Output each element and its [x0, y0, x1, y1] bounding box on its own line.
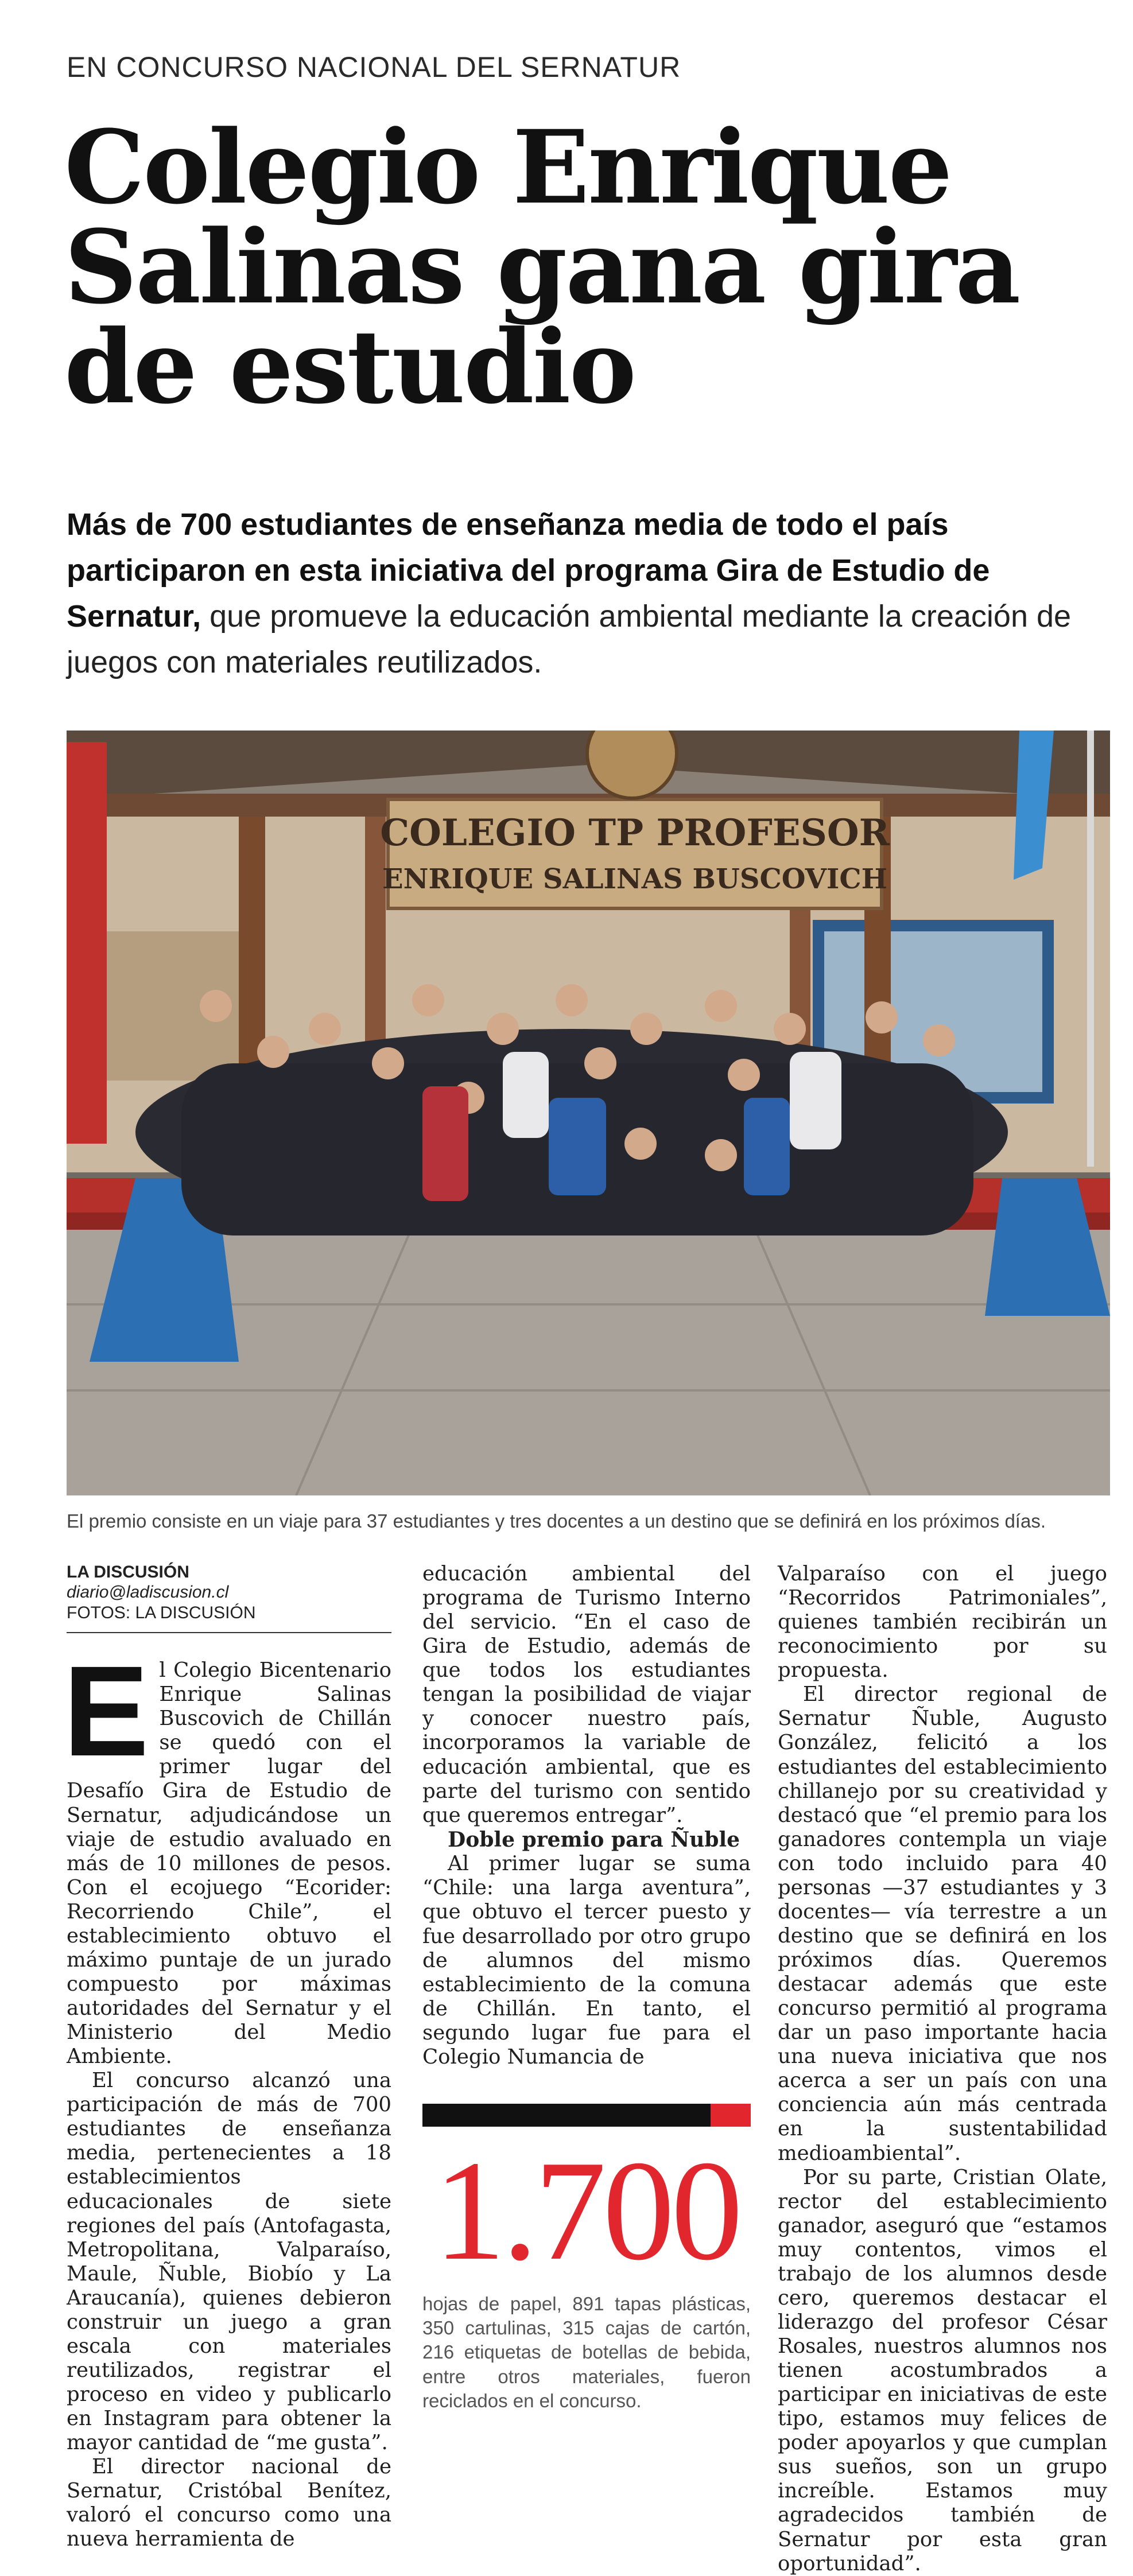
body-paragraph: Por su parte, Cristian Olate, rector del establecimiento ganador, aseguró que “estamos muy contentos, vimos el trabajo de los alumnos desde cero, queremos destacar el liderazgo del profesor César Rosales, nuestros alumnos nos tienen acostumbrados a participar en iniciativas de este tipo, estamos muy felices de poder apoyarlos y que cumplan sus sueños, son un grupo increíble. Estamos muy agradecidos también de Sernatur por esta gran oportunidad”. — [778, 2165, 1107, 2575]
byline-divider — [67, 1632, 391, 1633]
drop-cap: E — [63, 1639, 149, 1784]
byline — [67, 1562, 391, 1623]
body-paragraph: Al primer lugar se suma “Chile: una larga aventura”, que obtuvo el tercer puesto y fue desarrollado por otro grupo de alumnos del mismo establecimiento de la comuna de Chillán. En tanto, el segundo lugar fue para el Colegio Numancia de — [422, 1852, 751, 2069]
stat-bar-black — [422, 2104, 711, 2127]
sign-line1: COLEGIO TP PROFESOR — [380, 811, 890, 854]
article-headline: Colegio Enrique Salinas gana gira de estudio — [64, 108, 1019, 427]
lede-rest: que promueve la educación ambiental mediante la creación de juegos con materiales reutilizados. — [67, 599, 1072, 679]
body-paragraph: El Colegio Bicentenario Enrique Salinas Buscovich de Chillán se quedó con el primer lugar del Desafío Gira de Estudio de Sernatur, adjudicándose un viaje de estudio avaluado en más de 10 millones de pesos. Con el ecojuego “Ecorider: Recorriendo Chile”, el establecimiento obtuvo el máximo puntaje de un jurado compuesto por máximas autoridades del Sernatur y el Ministerio del Medio Ambiente. — [63, 1639, 391, 2069]
section-subhead: Doble premio para Ñuble — [448, 1827, 740, 1852]
column-3 — [778, 1562, 1107, 2576]
body-paragraph: educación ambiental del programa de Turismo Interno del servicio. “En el caso de Gira de Estudio, además de que todos los estudiantes tengan la posibilidad de viajar y conocer nuestro país, incorporamos la variable de educación ambiental, que es parte del turismo con sentido que queremos entregar”. — [422, 1562, 751, 1827]
stat-bar — [422, 2104, 751, 2127]
article-lede — [67, 502, 1100, 686]
byline-org: LA DISCUSIÓN — [67, 1563, 189, 1582]
column-1 — [63, 1562, 391, 2551]
photo-caption: El premio consiste en un viaje para 37 estudiantes y tres docentes a un destino que se definirá en los próximos días. — [67, 1510, 1046, 1532]
stat-description: hojas de papel, 891 tapas plásticas, 350 cartulinas, 315 cajas de cartón, 216 etiquetas de botellas de bebida, entre otros materiales, fueron reciclados en el concurso. — [422, 2293, 751, 2411]
byline-email[interactable]: diario@ladiscusion.cl — [67, 1583, 229, 1602]
lede-bold: Más de 700 estudiantes de enseñanza media de todo el país participaron en esta iniciativa del programa Gira de Estudio de Sernatur, — [67, 507, 990, 634]
group-photo — [67, 731, 1110, 1495]
article-kicker: EN CONCURSO NACIONAL DEL SERNATUR — [67, 51, 681, 83]
stat-bar-red — [711, 2104, 751, 2127]
body-paragraph: El concurso alcanzó una participación de más de 700 estudiantes de enseñanza media, pertenecientes a 18 establecimientos educacionales de siete regiones del país (Antofagasta, Metropolitana, Valparaíso, Maule, Ñuble, Biobío y La Araucanía), quienes debieron construir un juego a gran escala con materiales reutilizados, registrar el proceso en video y publicarlo en Instagram para obtener la mayor cantidad de “me gusta”. — [67, 2069, 391, 2455]
byline-photos: FOTOS: LA DISCUSIÓN — [67, 1603, 256, 1622]
body-paragraph: Valparaíso con el juego “Recorridos Patrimoniales”, quienes también recibirán un reconocimiento por su propuesta. — [778, 1562, 1107, 1683]
stat-number: 1.700 — [433, 2131, 740, 2290]
body-paragraph: El director regional de Sernatur Ñuble, Augusto González, felicitó a los estudiantes del establecimiento chillanejo por su creatividad y destacó que “el premio para los ganadores contempla un viaje con todo incluido para 40 personas —37 estudiantes y 3 docentes— vía terrestre a un destino que se definirá en los próximos días. Queremos destacar además que este concurso permitió al programa dar un paso importante hacia una nueva iniciativa que nos acerca a ser un país con una conciencia aún más centrada en la sustentabilidad medioambiental”. — [778, 1683, 1107, 2165]
body-paragraph: El director nacional de Sernatur, Cristóbal Benítez, valoró el concurso como una nueva herramienta de — [67, 2455, 391, 2551]
sign-line2: ENRIQUE SALINAS BUSCOVICH — [382, 863, 887, 895]
column-2 — [422, 1562, 751, 2413]
